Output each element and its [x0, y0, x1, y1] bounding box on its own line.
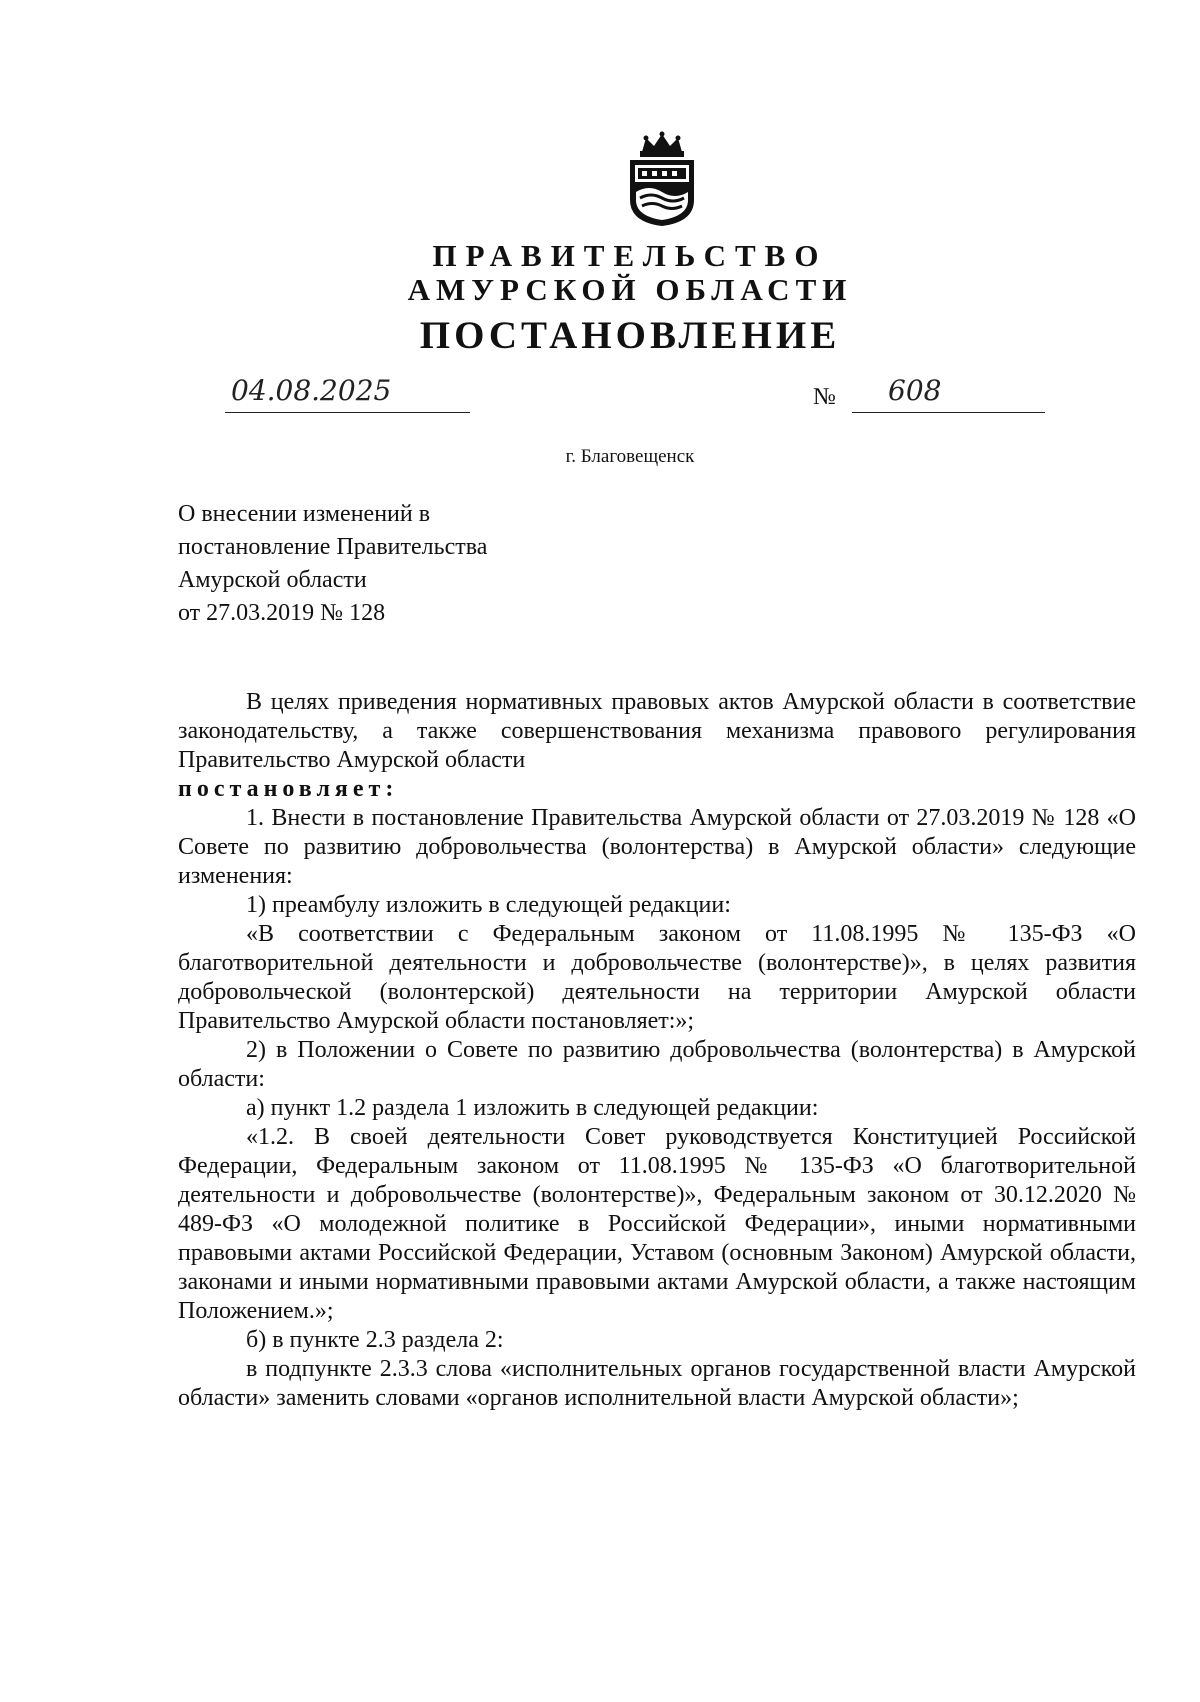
- subject-line: от 27.03.2019 № 128: [178, 600, 386, 626]
- number-label: №: [813, 384, 836, 410]
- org-name-line2: АМУРСКОЙ ОБЛАСТИ: [407, 272, 853, 307]
- number-field: [852, 374, 1045, 413]
- body-paragraph: 1) преамбулу изложить в следующей редакции:: [246, 892, 731, 918]
- body-paragraph: в подпункте 2.3.3 слова «исполнительных органов государственной власти Амурской области» заменить словами «органов исполнительной власти Амурской области»;: [178, 1356, 1136, 1411]
- handwritten-number: 608: [888, 374, 942, 407]
- document-body: [178, 688, 1136, 1413]
- handwritten-date: 04.08.2025: [231, 374, 392, 407]
- subject-line: О внесении изменений в: [178, 501, 431, 527]
- coat-of-arms-icon: [624, 130, 700, 228]
- subject-line: Амурской области: [178, 567, 367, 593]
- document-subject: [178, 498, 487, 630]
- date-field: [225, 374, 470, 413]
- org-name-line1: ПРАВИТЕЛЬСТВО: [432, 238, 828, 273]
- body-paragraph: 1. Внести в постановление Правительства Амурской области от 27.03.2019 № 128 «О Совете по развитию добровольчества (волонтерства) в Амурской области» следующие изменения:: [178, 805, 1136, 889]
- body-paragraph: б) в пункте 2.3 раздела 2:: [246, 1327, 504, 1353]
- decree-word: постановляет:: [178, 776, 399, 802]
- subject-line: постановление Правительства: [178, 534, 488, 560]
- body-paragraph: «1.2. В своей деятельности Совет руководствуется Конституцией Российской Федерации, Федеральным законом от 11.08.1995 № 135-ФЗ «О благотворительной деятельности и добровольчестве (волонтерстве)», Федеральным законом от 30.12.2020 № 489-ФЗ «О молодежной политике в Российской Федерации», иными нормативными правовыми актами Российской Федерации, Уставом (основным Законом) Амурской области, законами и иными нормативными правовыми актами Амурской области, а также настоящим Положением.»;: [178, 1124, 1136, 1324]
- body-paragraph: «В соответствии с Федеральным законом от 11.08.1995 № 135-ФЗ «О благотворительной деятельности и добровольчестве (волонтерстве)», в целях развития добровольческой (волонтерской) деятельности на территории Амурской области Правительство Амурской области постановляет:»;: [178, 921, 1136, 1034]
- document-type-title: ПОСТАНОВЛЕНИЕ: [419, 314, 841, 357]
- city-line: г. Благовещенск: [565, 446, 695, 467]
- body-paragraph: 2) в Положении о Совете по развитию добровольчества (волонтерства) в Амурской области:: [178, 1037, 1136, 1092]
- body-paragraph: а) пункт 1.2 раздела 1 изложить в следующей редакции:: [246, 1095, 819, 1121]
- preamble-paragraph: В целях приведения нормативных правовых актов Амурской области в соответствие законодательству, а также совершенствования механизма правового регулирования Правительство Амурской области: [178, 689, 1136, 773]
